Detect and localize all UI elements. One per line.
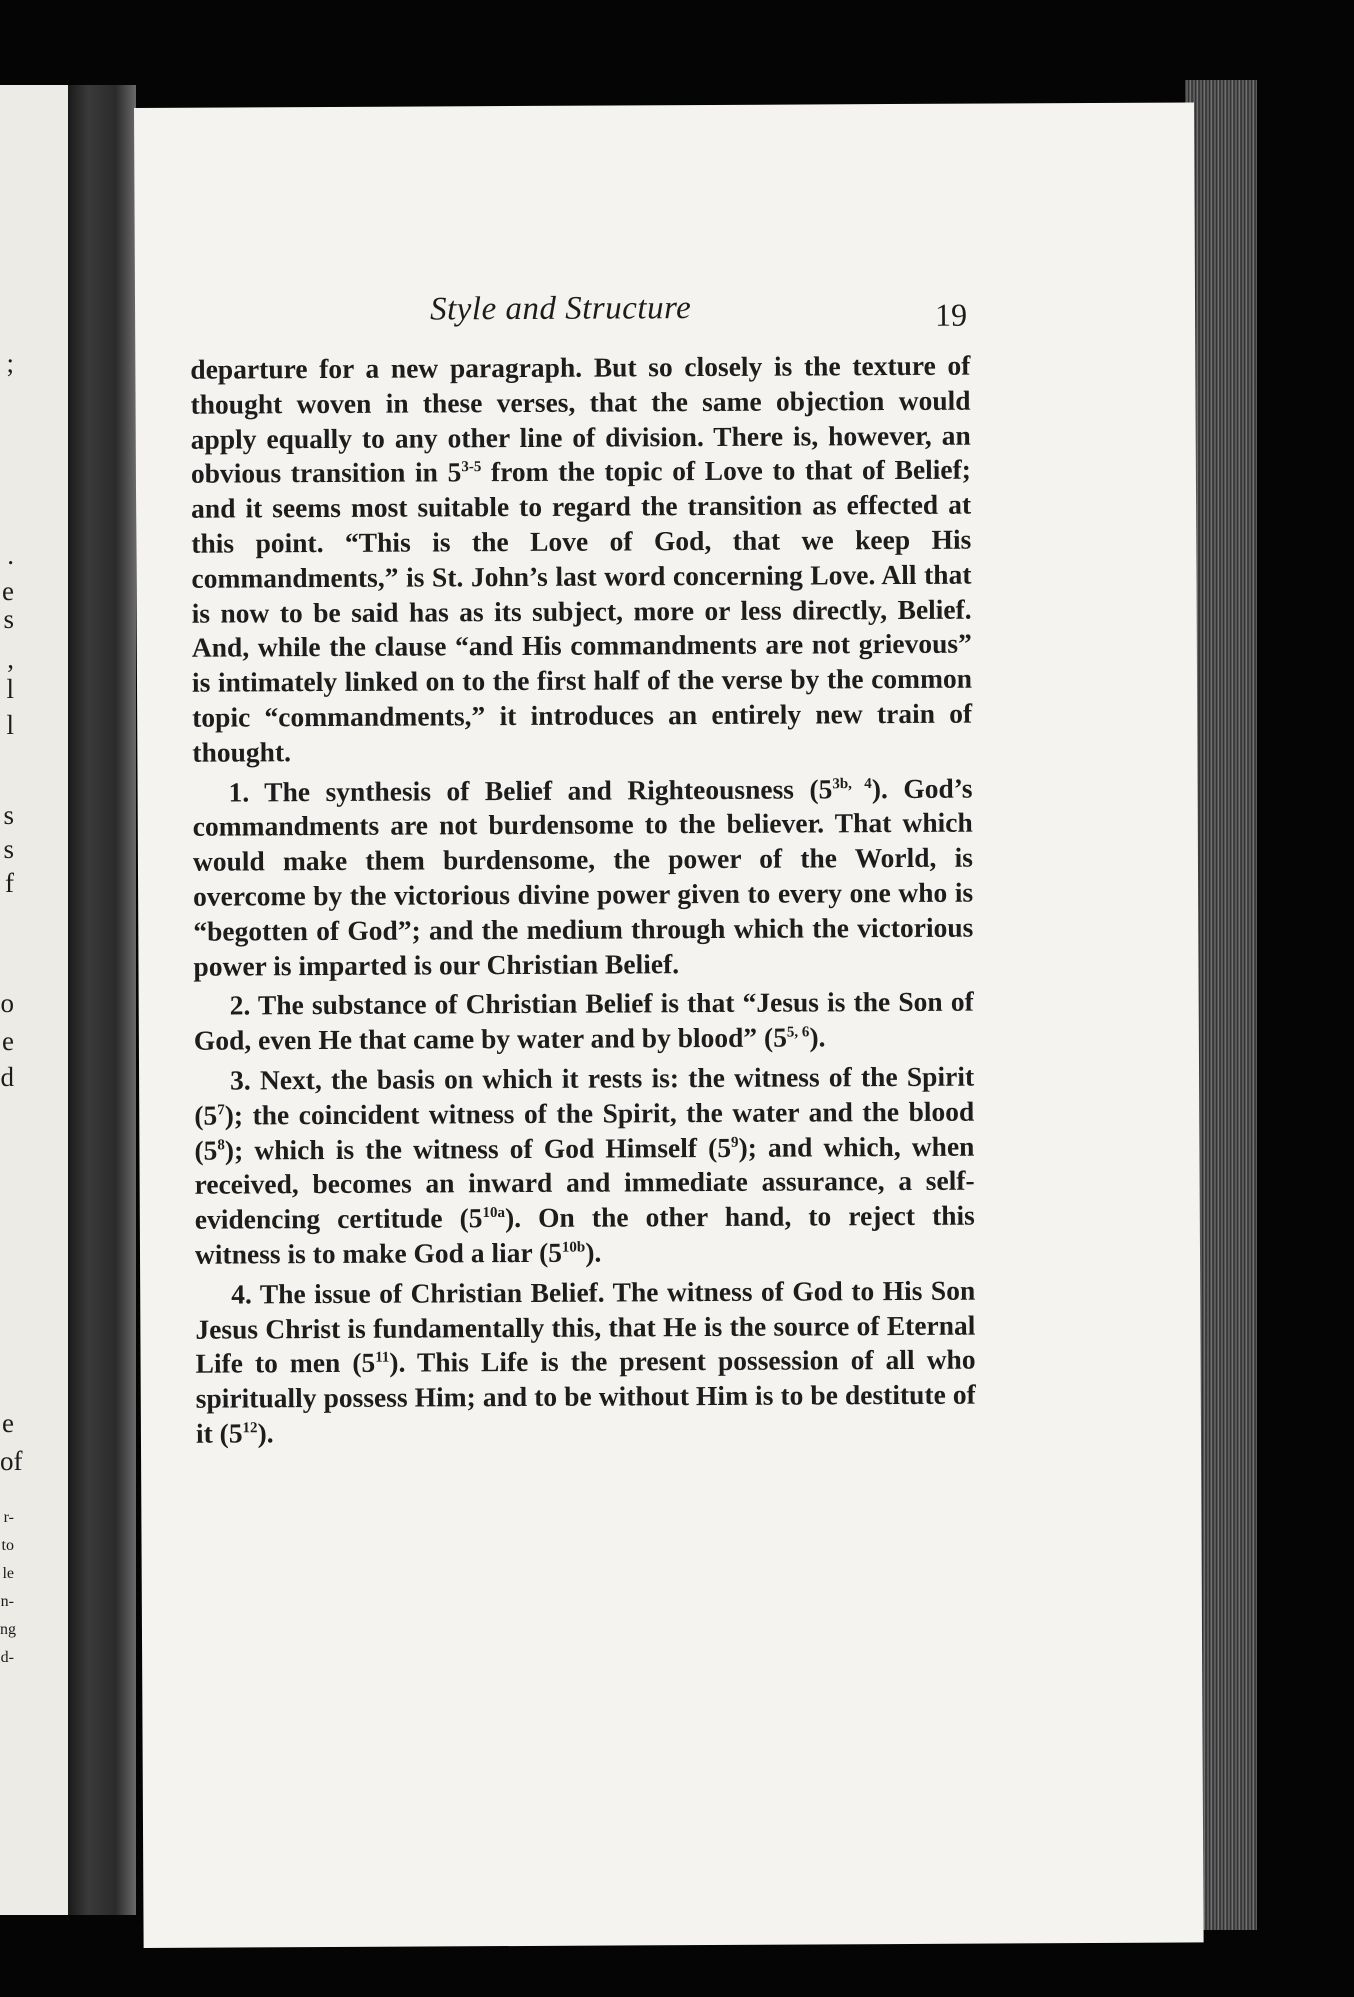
paragraph-p3 <box>194 1060 975 1273</box>
text-run: ). This Life is the present possession of all who spiritually possess Him; and to be without Him is to be destitute of it (5 <box>195 1343 976 1449</box>
left-page-fragment: f <box>5 868 14 898</box>
left-page-fragment: , <box>7 644 14 674</box>
left-page-fragment: e <box>2 1408 14 1438</box>
verse-reference: 8 <box>217 1136 225 1153</box>
paragraph-p2 <box>194 985 974 1059</box>
text-run: ); which is the witness of God Himself (5 <box>224 1131 732 1166</box>
left-page-fragment: le <box>2 1565 14 1582</box>
verse-reference: 11 <box>375 1349 390 1366</box>
left-page-fragment: n- <box>0 1593 14 1610</box>
left-page-fragment: s <box>3 834 14 864</box>
left-page-fragment: ; <box>6 348 14 378</box>
verse-reference: 9 <box>730 1134 739 1151</box>
left-page-fragment: ng <box>0 1621 16 1638</box>
left-page-fragment: to <box>1 1537 14 1554</box>
running-title: Style and Structure <box>429 290 692 328</box>
text-run: ). On the other hand, to reject this witness is to make God a liar (5 <box>194 1199 975 1270</box>
text-run: ). <box>257 1417 274 1449</box>
verse-reference: 10a <box>482 1205 506 1222</box>
text-run: 4. The issue of Christian Belief. The witness of God to His Son Jesus Christ is fundamentally this, that He is the source of Eternal Life to men (5 <box>195 1274 976 1380</box>
text-run: ); and which, when received, becomes an inward and immediate assurance, a self-evidencing certitude (5 <box>194 1130 975 1235</box>
left-page-fragment: d <box>0 1062 14 1092</box>
left-page-fragment: d- <box>0 1649 14 1666</box>
text-run: ); the coincident witness of the Spirit, the water and the blood (5 <box>194 1095 975 1166</box>
text-run: departure for a new paragraph. But so closely is the texture of thought woven in these verses, that the same objection would apply equally to any other line of division. There is, however, an obvious transition in 5 <box>190 349 971 490</box>
text-run: 1. The synthesis of Belief and Righteousness (5 <box>228 772 833 808</box>
book-page <box>134 102 1204 1948</box>
left-page-fragment: of <box>0 1446 23 1476</box>
text-run: ). God’s commandments are not burdensome to the believer. That which would make them burdensome, the power of the World, is overcome by the victorious divine power given to every one who is “begotten of God”; and the medium through which the victorious power is imparted is our Christian Belief. <box>192 772 974 982</box>
left-page-fragment: o <box>0 988 14 1018</box>
text-run: from the topic of Love to that of Belief; and it seems most suitable to regard the transition as effected at this point. “This is the Love of God, that we keep His commandments,” is St. John’s last word concerning Love. All that is now to be said has as its subject, more or less directly, Belief. And, while the clause “and His commandments are not grievous” is intimately linked on to the first half of the verse by the common topic “commandments,” it introduces an entirely new train of thought. <box>191 454 973 768</box>
left-page-fragment: r- <box>3 1509 14 1526</box>
text-run: ). <box>585 1236 602 1268</box>
paragraph-p1 <box>192 771 973 984</box>
book-gutter <box>68 85 136 1915</box>
text-run: 3. Next, the basis on which it rests is: the witness of the Spirit (5 <box>194 1060 975 1131</box>
text-run: 2. The substance of Christian Belief is that “Jesus is the Son of God, even He that came by water and by blood” (5 <box>193 985 974 1056</box>
left-page-fragment: s <box>3 604 14 634</box>
paragraph-p4 <box>195 1273 976 1451</box>
left-page-fragment: s <box>3 800 14 830</box>
left-page-fragment: l <box>6 710 14 740</box>
verse-reference: 5, 6 <box>786 1024 810 1041</box>
page-header <box>135 287 1195 333</box>
text-run: ). <box>809 1021 826 1053</box>
verse-reference: 3b, 4 <box>832 775 872 792</box>
left-page-fragment: e <box>2 1026 14 1056</box>
page-number: 19 <box>934 296 968 333</box>
left-page-fragment: l <box>6 674 14 704</box>
verse-reference: 7 <box>217 1102 225 1119</box>
verse-reference: 12 <box>242 1420 258 1437</box>
verse-reference: 3-5 <box>461 459 482 476</box>
verse-reference: 10b <box>561 1239 586 1256</box>
body-text <box>190 349 976 1457</box>
paragraph-p0 <box>190 349 972 771</box>
left-page-fragment: . <box>7 540 14 570</box>
left-page-fragment: e <box>2 576 14 606</box>
